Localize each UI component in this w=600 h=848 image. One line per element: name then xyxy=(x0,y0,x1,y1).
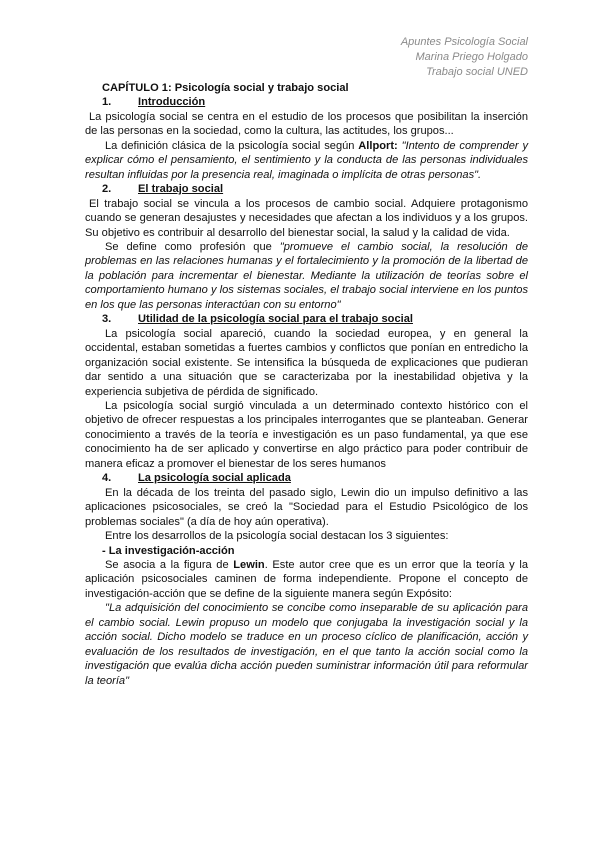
text: Se define como profesión que xyxy=(105,240,280,253)
paragraph: En la década de los treinta del pasado siglo, Lewin dio un impulso definitivo a las aplicaciones psicosociales, se creó la "Sociedad para el Estudio Psicológico de los problemas sociales" (a día de hoy aún operativa). xyxy=(85,486,528,528)
text: La definición clásica de la psicología social según xyxy=(105,139,359,152)
section-number: 3. xyxy=(102,313,112,326)
paragraph xyxy=(85,139,528,182)
paragraph: El trabajo social se vincula a los procesos de cambio social. Adquiere protagonismo cuando se generan desajustes y necesidades que afectan a los individuos y a los grupos. Su objetivo es contribuir al desarrollo del bienestar social, la salud y la calidad de vida. xyxy=(85,197,528,239)
quote: "Intento de comprender y explicar cómo el pensamiento, el sentimiento y la conducta de las personas individuales resultan influidas por la presencia real, imaginada o implícita de otras personas". xyxy=(85,139,529,181)
paragraph: Entre los desarrollos de la psicología social destacan los 3 siguientes: xyxy=(105,530,449,543)
section-number: 1. xyxy=(102,96,112,109)
section-number: 4. xyxy=(102,472,112,485)
paragraph: La psicología social surgió vinculada a un determinado contexto histórico con el objetivo de ofrecer respuestas a los principales interrogantes que se planteaban. Generar conocimiento a través de la teoría e investigación es un paso fundamental, ya que ese conocimiento ha de ser aplicado y convertirse en algo práctico para poder contribuir de manera eficaz a promover el bienestar de los seres humanos xyxy=(85,399,528,470)
paragraph xyxy=(85,240,528,312)
chapter-title: CAPÍTULO 1: Psicología social y trabajo social xyxy=(102,82,349,94)
section-heading xyxy=(85,95,528,109)
paragraph xyxy=(85,558,528,601)
text: . Este autor cree que es un error que la teoría y la aplicación psicosociales caminen de forma independiente. Propone el concepto de investigación-acción que se define de la siguiente manera según Expósito: xyxy=(85,558,528,600)
section-heading xyxy=(85,312,528,326)
text: Se asocia a la figura de xyxy=(105,558,234,571)
section-title: Utilidad de la psicología social para el trabajo social xyxy=(138,313,413,326)
quote: "promueve el cambio social, la resolución de problemas en las relaciones humanas y el fortalecimiento y la promoción de la libertad de la población para incrementar el bienestar. Mediante la utilización de teorías sobre el comportamiento humano y los sistemas sociales, el trabajo social interviene en los puntos en los que las personas interactúan con su entorno" xyxy=(85,240,529,311)
section-number: 2. xyxy=(102,183,112,196)
author-name: Allport: xyxy=(358,139,398,152)
paragraph: La psicología social apareció, cuando la sociedad europea, y en general la occidental, estaban sometidas a fuertes cambios y conflictos que ponían en entredicho la organización social existente. Se intensifica la búsqueda de explicaciones que pudieran dar sentido a una situación que se caracterizaba por la inestabilidad objetiva y la experiencia subjetiva de pérdida de significado. xyxy=(85,327,528,398)
paragraph: La psicología social se centra en el estudio de los procesos que posibilitan la inserción de las personas en la sociedad, como la cultura, las actitudes, los grupos... xyxy=(85,110,528,138)
header-course: Trabajo social UNED xyxy=(426,66,528,78)
header-subject: Apuntes Psicología Social xyxy=(400,36,528,48)
section-title: Introducción xyxy=(138,96,206,109)
section-heading xyxy=(85,471,528,485)
quote: "La adquisición del conocimiento se concibe como inseparable de su aplicación para el cambio social. Lewin propuso un modelo que conjugaba la investigación social y la acción social. Dicho modelo se traduce en un proceso cíclico de planificación, acción y evaluación de los resultados de investigación, en el que tanto la acción social como la investigación que evalúa dicha acción pueden suministrar información útil para reformular la teoría" xyxy=(85,602,528,687)
quote-paragraph xyxy=(85,601,528,688)
page-header xyxy=(85,35,528,80)
section-title: La psicología social aplicada xyxy=(138,472,291,485)
section-heading xyxy=(85,182,528,196)
bullet-heading: - La investigación-acción xyxy=(102,544,235,557)
document-page xyxy=(85,35,528,688)
header-author: Marina Priego Holgado xyxy=(415,51,528,63)
section-title: El trabajo social xyxy=(138,183,224,196)
author-name: Lewin xyxy=(233,558,265,571)
